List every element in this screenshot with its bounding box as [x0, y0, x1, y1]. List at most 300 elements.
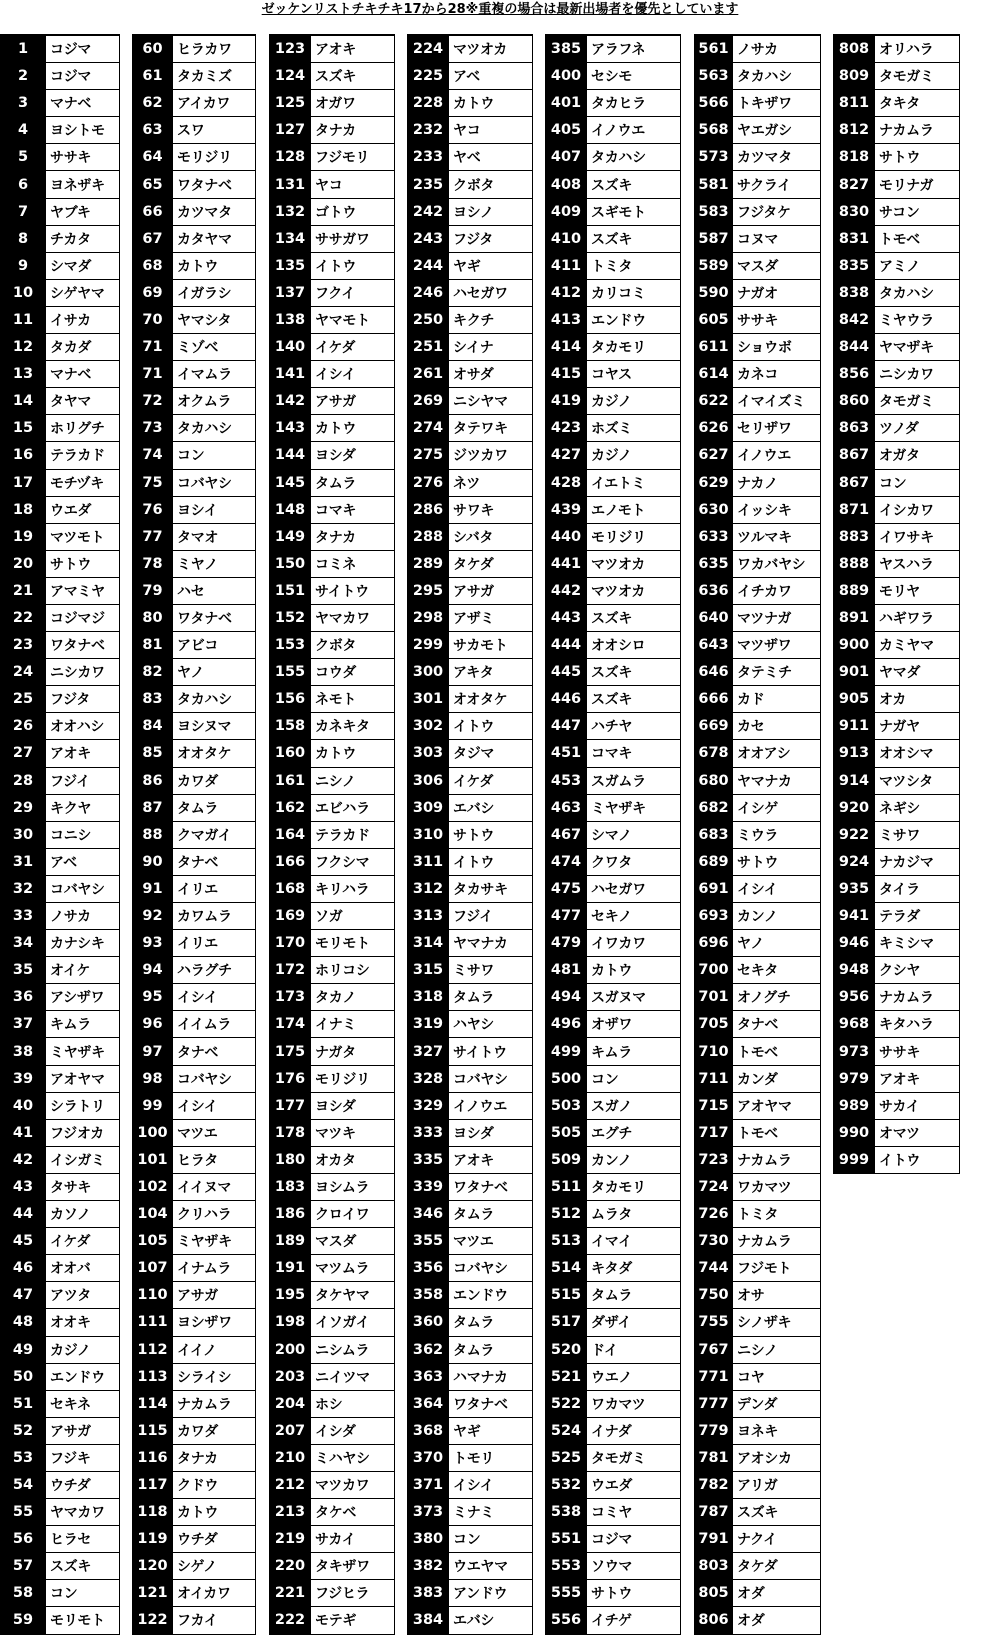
bib-row: [132, 903, 256, 930]
bib-number: 137: [269, 280, 311, 306]
rider-name: ホリグチ: [46, 415, 119, 441]
bib-row: [0, 1201, 120, 1228]
bib-row: [694, 686, 821, 713]
bib-number: 689: [694, 849, 733, 875]
bib-number: 626: [694, 415, 733, 441]
bib-number: 515: [545, 1282, 587, 1308]
rider-name: ニシノ: [733, 1337, 820, 1363]
bib-row: [132, 361, 256, 388]
rider-name: ヨシヌマ: [173, 713, 255, 739]
bib-row: [545, 1553, 681, 1580]
bib-row: [545, 1445, 681, 1472]
rider-name: シラトリ: [46, 1093, 119, 1119]
rider-name: ネツ: [449, 470, 532, 496]
bib-row: [833, 361, 960, 388]
bib-number: 155: [269, 659, 311, 685]
bib-number: 128: [269, 144, 311, 170]
rider-name: コマキ: [587, 740, 680, 766]
rider-name: タキタ: [875, 90, 959, 116]
bib-number: 27: [0, 740, 46, 766]
bib-row: [0, 388, 120, 415]
rider-name: アオキ: [311, 36, 394, 62]
rider-name: エンドウ: [587, 307, 680, 333]
bib-number: 8: [0, 226, 46, 252]
bib-row: [132, 117, 256, 144]
bib-row: [132, 1472, 256, 1499]
rider-name: マツオカ: [587, 551, 680, 577]
rider-name: アキタ: [449, 659, 532, 685]
bib-row: [0, 605, 120, 632]
rider-name: ウエダ: [46, 497, 119, 523]
bib-row: [269, 984, 395, 1011]
rider-name: ササキ: [875, 1038, 959, 1064]
rider-name: イイノ: [173, 1337, 255, 1363]
bib-number: 41: [0, 1120, 46, 1146]
bib-number: 29: [0, 795, 46, 821]
bib-row: [545, 1472, 681, 1499]
bib-number: 494: [545, 984, 587, 1010]
bib-number: 891: [833, 605, 875, 631]
rider-name: イサカ: [46, 307, 119, 333]
bib-row: [833, 1093, 960, 1120]
bib-number: 38: [0, 1038, 46, 1064]
bib-number: 551: [545, 1526, 587, 1552]
bib-row: [833, 1038, 960, 1065]
bib-number: 28: [0, 768, 46, 794]
bib-row: [132, 740, 256, 767]
bib-number: 90: [132, 849, 173, 875]
bib-row: [833, 307, 960, 334]
bib-row: [694, 280, 821, 307]
rider-name: ナカジマ: [875, 849, 959, 875]
bib-row: [269, 1147, 395, 1174]
bib-row: [269, 1445, 395, 1472]
rider-name: フジモリ: [311, 144, 394, 170]
bib-number: 363: [407, 1364, 449, 1390]
bib-number: 46: [0, 1255, 46, 1281]
bib-number: 414: [545, 334, 587, 360]
bib-number: 782: [694, 1472, 733, 1498]
bib-row: [0, 768, 120, 795]
bib-number: 946: [833, 930, 875, 956]
bib-row: [269, 1038, 395, 1065]
rider-name: コバヤシ: [173, 470, 255, 496]
bib-row: [407, 551, 533, 578]
rider-name: タカミズ: [173, 63, 255, 89]
bib-row: [694, 415, 821, 442]
bib-row: [0, 1391, 120, 1418]
bib-number: 166: [269, 849, 311, 875]
bib-number: 830: [833, 199, 875, 225]
bib-number: 512: [545, 1201, 587, 1227]
bib-number: 973: [833, 1038, 875, 1064]
bib-row: [694, 1472, 821, 1499]
bib-row: [833, 1066, 960, 1093]
rider-name: ワタナベ: [173, 605, 255, 631]
bib-row: [694, 1093, 821, 1120]
rider-name: オクムラ: [173, 388, 255, 414]
bib-column: [132, 34, 256, 1635]
bib-number: 730: [694, 1228, 733, 1254]
bib-number: 339: [407, 1174, 449, 1200]
bib-number: 72: [132, 388, 173, 414]
bib-number: 44: [0, 1201, 46, 1227]
bib-row: [0, 740, 120, 767]
rider-name: クリハラ: [173, 1201, 255, 1227]
bib-number: 244: [407, 253, 449, 279]
bib-number: 513: [545, 1228, 587, 1254]
bib-row: [407, 795, 533, 822]
rider-name: アサガ: [311, 388, 394, 414]
bib-row: [545, 930, 681, 957]
bib-number: 78: [132, 551, 173, 577]
bib-row: [0, 226, 120, 253]
bib-row: [833, 740, 960, 767]
rider-name: ノサカ: [733, 36, 820, 62]
bib-number: 302: [407, 713, 449, 739]
rider-name: マツキ: [311, 1120, 394, 1146]
rider-name: アベ: [46, 849, 119, 875]
rider-name: ヤコ: [449, 117, 532, 143]
rider-name: ワタナベ: [449, 1174, 532, 1200]
rider-name: タムラ: [449, 984, 532, 1010]
bib-row: [545, 199, 681, 226]
bib-row: [132, 63, 256, 90]
bib-column: [833, 34, 960, 1174]
bib-row: [407, 1499, 533, 1526]
rider-name: イシカワ: [875, 497, 959, 523]
bib-number: 50: [0, 1364, 46, 1390]
bib-number: 73: [132, 415, 173, 441]
bib-row: [407, 1201, 533, 1228]
bib-number: 142: [269, 388, 311, 414]
bib-number: 56: [0, 1526, 46, 1552]
bib-row: [545, 1282, 681, 1309]
bib-number: 605: [694, 307, 733, 333]
rider-name: ワカバヤシ: [733, 551, 820, 577]
rider-name: テラカド: [46, 442, 119, 468]
bib-row: [0, 1526, 120, 1553]
bib-number: 67: [132, 226, 173, 252]
rider-name: イリエ: [173, 930, 255, 956]
bib-row: [0, 849, 120, 876]
bib-row: [407, 822, 533, 849]
rider-name: カンノ: [733, 903, 820, 929]
bib-number: 922: [833, 822, 875, 848]
bib-row: [407, 253, 533, 280]
bib-number: 47: [0, 1282, 46, 1308]
bib-row: [0, 415, 120, 442]
bib-row: [694, 1526, 821, 1553]
bib-number: 21: [0, 578, 46, 604]
bib-number: 867: [833, 470, 875, 496]
rider-name: フクシマ: [311, 849, 394, 875]
bib-number: 4: [0, 117, 46, 143]
rider-name: ヤマカワ: [311, 605, 394, 631]
bib-row: [407, 36, 533, 63]
bib-row: [0, 551, 120, 578]
bib-row: [833, 551, 960, 578]
bib-row: [0, 497, 120, 524]
bib-number: 221: [269, 1580, 311, 1606]
bib-number: 61: [132, 63, 173, 89]
rider-name: クロイワ: [311, 1201, 394, 1227]
bib-number: 176: [269, 1066, 311, 1092]
bib-row: [694, 1120, 821, 1147]
bib-number: 177: [269, 1093, 311, 1119]
bib-row: [545, 334, 681, 361]
rider-name: オカ: [875, 686, 959, 712]
bib-row: [0, 1499, 120, 1526]
rider-name: カド: [733, 686, 820, 712]
bib-number: 300: [407, 659, 449, 685]
bib-number: 112: [132, 1337, 173, 1363]
bib-row: [694, 1147, 821, 1174]
bib-number: 1: [0, 36, 46, 62]
rider-name: ワタナベ: [46, 632, 119, 658]
rider-name: オオシマ: [875, 740, 959, 766]
rider-name: イノウエ: [449, 1093, 532, 1119]
bib-row: [694, 1580, 821, 1607]
bib-number: 310: [407, 822, 449, 848]
rider-name: トキザワ: [733, 90, 820, 116]
bib-row: [0, 632, 120, 659]
rider-name: カタヤマ: [173, 226, 255, 252]
rider-name: イマイズミ: [733, 388, 820, 414]
bib-number: 301: [407, 686, 449, 712]
bib-row: [833, 578, 960, 605]
rider-name: コバヤシ: [449, 1066, 532, 1092]
rider-name: イノウエ: [733, 442, 820, 468]
bib-number: 444: [545, 632, 587, 658]
bib-row: [269, 63, 395, 90]
bib-row: [694, 1391, 821, 1418]
bib-row: [833, 470, 960, 497]
bib-number: 811: [833, 90, 875, 116]
bib-number: 91: [132, 876, 173, 902]
rider-name: マツモト: [46, 524, 119, 550]
bib-number: 169: [269, 903, 311, 929]
bib-number: 525: [545, 1445, 587, 1471]
bib-row: [269, 1255, 395, 1282]
rider-name: ナカムラ: [875, 984, 959, 1010]
rider-name: シライシ: [173, 1364, 255, 1390]
bib-number: 228: [407, 90, 449, 116]
bib-row: [132, 1445, 256, 1472]
bib-row: [694, 768, 821, 795]
bib-number: 362: [407, 1337, 449, 1363]
rider-name: イトウ: [449, 849, 532, 875]
bib-row: [407, 307, 533, 334]
bib-row: [0, 1255, 120, 1282]
bib-number: 156: [269, 686, 311, 712]
rider-name: マツシタ: [875, 768, 959, 794]
bib-number: 777: [694, 1391, 733, 1417]
bib-row: [132, 226, 256, 253]
bib-number: 553: [545, 1553, 587, 1579]
rider-name: シマダ: [46, 253, 119, 279]
bib-row: [545, 1174, 681, 1201]
rider-name: ササガワ: [311, 226, 394, 252]
bib-row: [545, 659, 681, 686]
bib-row: [694, 253, 821, 280]
rider-name: ホリコシ: [311, 957, 394, 983]
rider-name: ニイツマ: [311, 1364, 394, 1390]
rider-name: フジモト: [733, 1255, 820, 1281]
rider-name: フジヒラ: [311, 1580, 394, 1606]
bib-number: 622: [694, 388, 733, 414]
bib-row: [407, 1580, 533, 1607]
rider-name: タカノ: [311, 984, 394, 1010]
bib-row: [694, 849, 821, 876]
bib-row: [545, 415, 681, 442]
rider-name: エビハラ: [311, 795, 394, 821]
bib-number: 153: [269, 632, 311, 658]
bib-row: [132, 1607, 256, 1634]
bib-row: [0, 1607, 120, 1634]
rider-name: ヤギ: [449, 253, 532, 279]
rider-name: イナムラ: [173, 1255, 255, 1281]
bib-row: [694, 1309, 821, 1336]
bib-row: [132, 90, 256, 117]
rider-name: カネキタ: [311, 713, 394, 739]
rider-name: モチヅキ: [46, 470, 119, 496]
rider-name: ワカマツ: [733, 1174, 820, 1200]
rider-name: コジマ: [46, 63, 119, 89]
bib-number: 532: [545, 1472, 587, 1498]
bib-row: [407, 199, 533, 226]
bib-row: [132, 1553, 256, 1580]
rider-name: ヤマザキ: [875, 334, 959, 360]
rider-name: フジタ: [46, 686, 119, 712]
bib-row: [545, 1093, 681, 1120]
rider-name: シバタ: [449, 524, 532, 550]
bib-row: [269, 876, 395, 903]
rider-name: タムラ: [173, 795, 255, 821]
bib-number: 636: [694, 578, 733, 604]
bib-row: [833, 659, 960, 686]
rider-name: オサダ: [449, 361, 532, 387]
bib-number: 806: [694, 1607, 733, 1633]
bib-row: [132, 605, 256, 632]
bib-number: 3: [0, 90, 46, 116]
rider-name: オオハシ: [46, 713, 119, 739]
rider-name: キタハラ: [875, 1011, 959, 1037]
rider-name: ハマナカ: [449, 1364, 532, 1390]
rider-name: オオシロ: [587, 632, 680, 658]
rider-name: イシダ: [311, 1418, 394, 1444]
bib-row: [132, 1011, 256, 1038]
bib-number: 26: [0, 713, 46, 739]
bib-number: 415: [545, 361, 587, 387]
bib-row: [407, 1038, 533, 1065]
bib-number: 913: [833, 740, 875, 766]
rider-name: オリハラ: [875, 36, 959, 62]
bib-number: 152: [269, 605, 311, 631]
bib-number: 499: [545, 1038, 587, 1064]
bib-number: 135: [269, 253, 311, 279]
bib-number: 364: [407, 1391, 449, 1417]
bib-row: [132, 415, 256, 442]
bib-number: 505: [545, 1120, 587, 1146]
rider-name: イトウ: [875, 1147, 959, 1173]
bib-row: [694, 1255, 821, 1282]
bib-row: [407, 1391, 533, 1418]
bib-row: [694, 957, 821, 984]
rider-name: サトウ: [449, 822, 532, 848]
bib-number: 63: [132, 117, 173, 143]
rider-name: コン: [449, 1526, 532, 1552]
bib-number: 59: [0, 1607, 46, 1633]
bib-row: [132, 307, 256, 334]
rider-name: タカハシ: [173, 686, 255, 712]
bib-row: [269, 280, 395, 307]
bib-row: [407, 226, 533, 253]
bib-row: [694, 1066, 821, 1093]
bib-number: 589: [694, 253, 733, 279]
bib-number: 195: [269, 1282, 311, 1308]
bib-number: 382: [407, 1553, 449, 1579]
bib-row: [545, 1337, 681, 1364]
bib-row: [407, 334, 533, 361]
rider-name: コジマ: [46, 36, 119, 62]
bib-row: [545, 713, 681, 740]
bib-column: [0, 34, 120, 1635]
rider-name: オマツ: [875, 1120, 959, 1146]
bib-number: 311: [407, 849, 449, 875]
bib-row: [694, 740, 821, 767]
bib-number: 160: [269, 740, 311, 766]
bib-row: [545, 740, 681, 767]
rider-name: アビコ: [173, 632, 255, 658]
rider-name: ショウボ: [733, 334, 820, 360]
bib-number: 200: [269, 1337, 311, 1363]
rider-name: サトウ: [587, 1580, 680, 1606]
bib-column: [407, 34, 533, 1635]
bib-row: [269, 849, 395, 876]
rider-name: コン: [173, 442, 255, 468]
bib-number: 58: [0, 1580, 46, 1606]
bib-row: [269, 1011, 395, 1038]
bib-number: 52: [0, 1418, 46, 1444]
bib-number: 409: [545, 199, 587, 225]
bib-number: 427: [545, 442, 587, 468]
rider-name: ナカノ: [733, 470, 820, 496]
bib-number: 43: [0, 1174, 46, 1200]
rider-name: フジオカ: [46, 1120, 119, 1146]
bib-number: 371: [407, 1472, 449, 1498]
bib-number: 360: [407, 1309, 449, 1335]
bib-row: [694, 90, 821, 117]
rider-name: モリヤ: [875, 578, 959, 604]
rider-name: ナガオ: [733, 280, 820, 306]
rider-name: ニシムラ: [311, 1337, 394, 1363]
bib-number: 123: [269, 36, 311, 62]
bib-number: 561: [694, 36, 733, 62]
bib-number: 405: [545, 117, 587, 143]
bib-number: 509: [545, 1147, 587, 1173]
rider-name: タケヤマ: [311, 1282, 394, 1308]
bib-row: [269, 90, 395, 117]
bib-number: 134: [269, 226, 311, 252]
rider-name: アサガ: [449, 578, 532, 604]
rider-name: スズキ: [587, 686, 680, 712]
rider-name: ササキ: [733, 307, 820, 333]
rider-name: ワカマツ: [587, 1391, 680, 1417]
bib-number: 7: [0, 199, 46, 225]
bib-row: [269, 632, 395, 659]
rider-name: アシザワ: [46, 984, 119, 1010]
